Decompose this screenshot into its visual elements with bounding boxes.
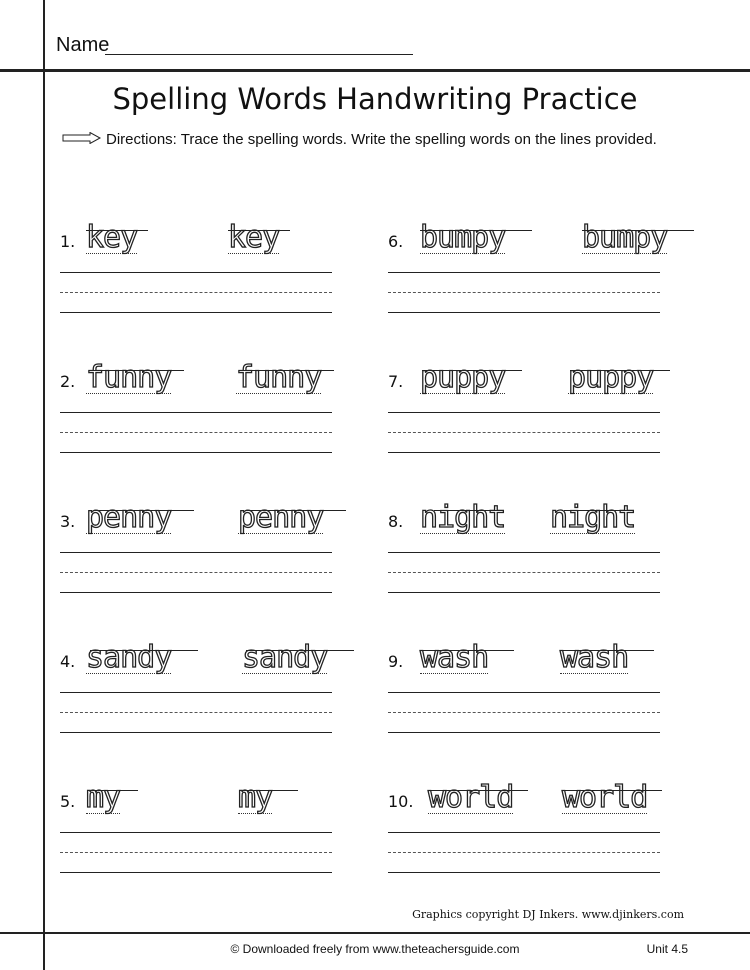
writing-line-top[interactable] bbox=[60, 412, 332, 413]
spelling-item-10 bbox=[388, 760, 688, 880]
trace-word-text: puppy bbox=[420, 360, 506, 395]
footer-rule bbox=[0, 932, 750, 934]
item-number: 4. bbox=[60, 652, 76, 671]
writing-line-mid[interactable] bbox=[60, 572, 332, 573]
item-number: 8. bbox=[388, 512, 404, 531]
item-number: 10. bbox=[388, 792, 414, 811]
trace-word-text: night bbox=[420, 500, 506, 535]
writing-line-top[interactable] bbox=[388, 552, 660, 553]
name-field-line[interactable] bbox=[105, 54, 413, 55]
spelling-item-6 bbox=[388, 200, 688, 320]
writing-line-base[interactable] bbox=[60, 312, 332, 313]
writing-line-mid[interactable] bbox=[60, 852, 332, 853]
writing-line-base[interactable] bbox=[388, 452, 660, 453]
directions bbox=[62, 128, 682, 152]
writing-line-mid[interactable] bbox=[388, 852, 660, 853]
writing-line-top[interactable] bbox=[60, 272, 332, 273]
writing-line-base[interactable] bbox=[388, 872, 660, 873]
writing-line-top[interactable] bbox=[388, 692, 660, 693]
writing-line-mid[interactable] bbox=[60, 292, 332, 293]
trace-word-text: funny bbox=[86, 360, 172, 395]
unit-label: Unit 4.5 bbox=[646, 942, 688, 956]
trace-word-text: key bbox=[86, 220, 138, 255]
trace-word-text: key bbox=[228, 220, 280, 255]
item-number: 9. bbox=[388, 652, 404, 671]
trace-word bbox=[420, 220, 536, 256]
writing-line-top[interactable] bbox=[388, 272, 660, 273]
item-number: 1. bbox=[60, 232, 76, 251]
trace-word bbox=[86, 500, 196, 536]
trace-word-text: penny bbox=[238, 500, 324, 535]
trace-word-text: my bbox=[86, 780, 121, 815]
writing-line-base[interactable] bbox=[60, 452, 332, 453]
writing-line-top[interactable] bbox=[388, 832, 660, 833]
download-notice: © Downloaded freely from www.theteachersguide.com bbox=[230, 942, 520, 956]
trace-word-text: my bbox=[238, 780, 273, 815]
trace-word bbox=[86, 360, 186, 396]
writing-line-mid[interactable] bbox=[388, 432, 660, 433]
item-number: 5. bbox=[60, 792, 76, 811]
writing-line-mid[interactable] bbox=[60, 712, 332, 713]
writing-line-top[interactable] bbox=[60, 832, 332, 833]
arrow-right-icon bbox=[62, 128, 102, 152]
trace-word-text: penny bbox=[86, 500, 172, 535]
trace-word-text: bumpy bbox=[582, 220, 668, 255]
trace-word bbox=[562, 780, 666, 816]
spelling-item-8 bbox=[388, 480, 688, 600]
trace-word bbox=[242, 640, 354, 676]
trace-word bbox=[420, 640, 516, 676]
trace-word bbox=[228, 220, 298, 256]
spelling-item-3 bbox=[60, 480, 360, 600]
item-number: 6. bbox=[388, 232, 404, 251]
trace-word bbox=[86, 780, 146, 816]
trace-word-text: funny bbox=[236, 360, 322, 395]
trace-word bbox=[420, 500, 506, 536]
spelling-item-1 bbox=[60, 200, 360, 320]
writing-line-base[interactable] bbox=[60, 592, 332, 593]
trace-word-text: sandy bbox=[242, 640, 328, 675]
trace-word bbox=[86, 640, 198, 676]
trace-word-text: sandy bbox=[86, 640, 172, 675]
trace-word bbox=[582, 220, 698, 256]
writing-line-base[interactable] bbox=[60, 732, 332, 733]
writing-line-base[interactable] bbox=[60, 872, 332, 873]
spelling-item-4 bbox=[60, 620, 360, 740]
writing-line-mid[interactable] bbox=[60, 432, 332, 433]
trace-word bbox=[86, 220, 156, 256]
graphics-credit: Graphics copyright DJ Inkers. www.djinkers.com bbox=[412, 908, 684, 921]
writing-line-top[interactable] bbox=[60, 552, 332, 553]
directions-text: Directions: Trace the spelling words. Write the spelling words on the lines provided. bbox=[106, 131, 657, 148]
writing-line-base[interactable] bbox=[388, 312, 660, 313]
spelling-item-2 bbox=[60, 340, 360, 460]
trace-word bbox=[238, 500, 348, 536]
trace-word-text: world bbox=[562, 780, 648, 815]
item-number: 7. bbox=[388, 372, 404, 391]
spelling-item-9 bbox=[388, 620, 688, 740]
writing-line-mid[interactable] bbox=[388, 712, 660, 713]
trace-word-text: bumpy bbox=[420, 220, 506, 255]
header-rule bbox=[0, 69, 750, 72]
name-label: Name bbox=[56, 34, 110, 56]
margin-vertical-rule bbox=[43, 0, 45, 970]
trace-word bbox=[568, 360, 674, 396]
writing-line-base[interactable] bbox=[388, 592, 660, 593]
trace-word-text: puppy bbox=[568, 360, 654, 395]
trace-word-text: night bbox=[550, 500, 636, 535]
page-title: Spelling Words Handwriting Practice bbox=[112, 82, 638, 116]
trace-word bbox=[236, 360, 336, 396]
spelling-item-5 bbox=[60, 760, 360, 880]
trace-word bbox=[560, 640, 656, 676]
spelling-item-7 bbox=[388, 340, 688, 460]
writing-line-mid[interactable] bbox=[388, 292, 660, 293]
trace-word bbox=[428, 780, 532, 816]
trace-word-text: wash bbox=[560, 640, 629, 675]
writing-line-mid[interactable] bbox=[388, 572, 660, 573]
item-number: 2. bbox=[60, 372, 76, 391]
writing-line-top[interactable] bbox=[388, 412, 660, 413]
writing-line-base[interactable] bbox=[388, 732, 660, 733]
trace-word bbox=[550, 500, 636, 536]
trace-word bbox=[420, 360, 526, 396]
trace-word bbox=[238, 780, 298, 816]
trace-word-text: wash bbox=[420, 640, 489, 675]
trace-word-text: world bbox=[428, 780, 514, 815]
writing-line-top[interactable] bbox=[60, 692, 332, 693]
item-number: 3. bbox=[60, 512, 76, 531]
